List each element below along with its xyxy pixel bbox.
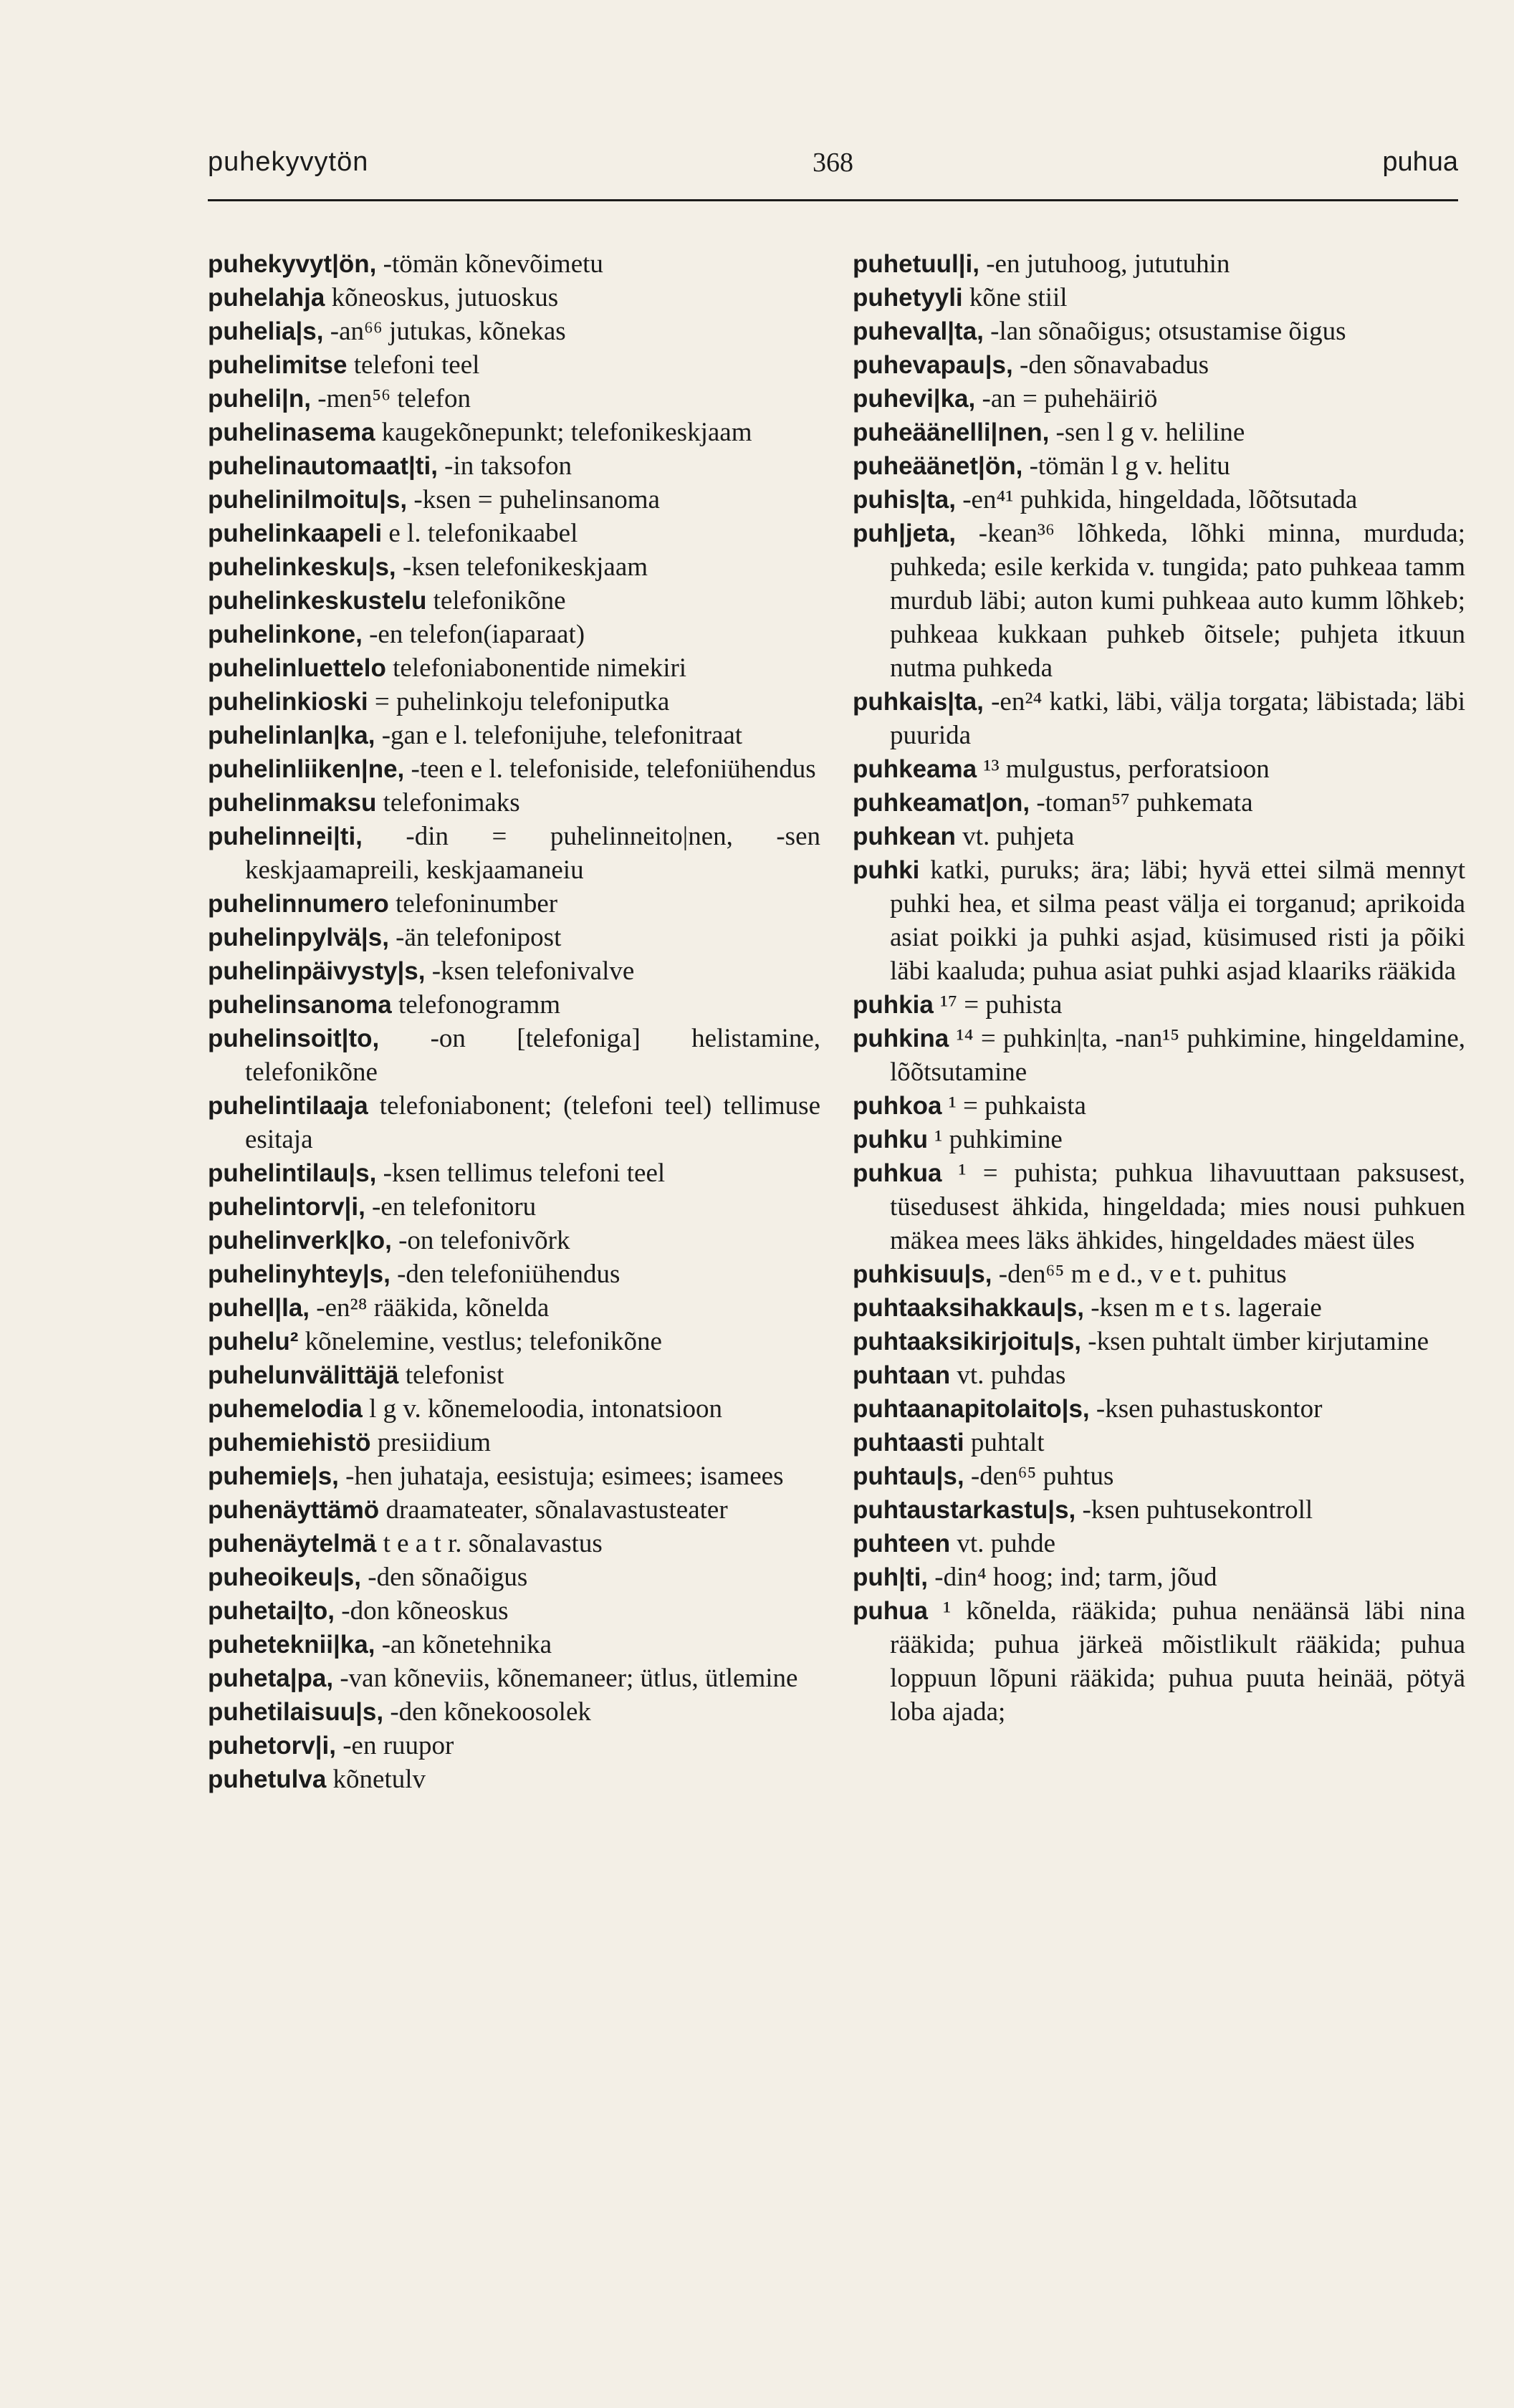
entry-headword: puhki [853, 856, 920, 884]
entry-headword: puhkean [853, 822, 956, 850]
entry-headword: puhkeamat|on, [853, 789, 1030, 817]
entry-definition: ¹⁴ = puhkin|ta, -nan¹⁵ puhkimine, hingeldamine, lõõtsutamine [890, 1024, 1465, 1087]
entry-headword: puhelinnei|ti, [208, 822, 363, 850]
entry-headword: puh|ti, [853, 1563, 929, 1591]
entry-headword: puhemie|s, [208, 1462, 339, 1490]
entry-definition: -teen e l. telefoniside, telefoniühendus [404, 754, 816, 784]
entry-definition: -den⁶⁵ m e d., v e t. puhitus [992, 1260, 1287, 1289]
dictionary-entry [208, 618, 820, 651]
dictionary-entry [208, 1022, 820, 1089]
entry-headword: puhkia [853, 991, 934, 1019]
entry-headword: puheli|n, [208, 385, 311, 413]
entry-headword: puheäänelli|nen, [853, 418, 1050, 446]
dictionary-entry [208, 786, 820, 820]
entry-definition: -toman⁵⁷ puhkemata [1030, 788, 1253, 817]
entry-definition: -den kõnekoosolek [383, 1697, 591, 1727]
dictionary-entry [853, 1123, 1465, 1156]
entry-headword: puhelinluettelo [208, 654, 386, 682]
entry-definition: -kean³⁶ lõhkeda, lõhki minna, murduda; puhkeda; esile kerkida v. tungida; pato puhkeaa tamm murdub läbi; auton kumi puhkeaa auto kumm lõhkeb; puhkeaa kukkaan puhkeb õitsele; puhjeta itkuun nutma puhkeda [890, 519, 1465, 683]
entry-headword: puhelinsanoma [208, 991, 392, 1019]
entry-definition: -gan e l. telefonijuhe, telefonitraat [375, 721, 743, 750]
entry-definition: ¹ = puhista; puhkua lihavuuttaan paksusest, tüsedusest ähkida, hingeldada; mies nousi puhkuen mäkea mees läks ähkides, hingeldades mäest üles [890, 1159, 1465, 1255]
entry-headword: puhelinpylvä|s, [208, 924, 389, 951]
dictionary-entry [208, 1358, 820, 1392]
entry-definition: -tömän l g v. helitu [1022, 451, 1230, 481]
entry-headword: puhelinverk|ko, [208, 1227, 392, 1255]
entry-definition: telefonimaks [376, 788, 520, 817]
entry-definition: -ksen puhtalt ümber kirjutamine [1081, 1327, 1429, 1356]
entry-headword: puhelinkone, [208, 620, 363, 648]
dictionary-entry [853, 1022, 1465, 1089]
entry-definition: -lan sõnaõigus; otsustamise õigus [983, 317, 1346, 346]
entry-headword: puhelinnumero [208, 890, 389, 918]
entry-definition: kõnelemine, vestlus; telefonikõne [298, 1327, 662, 1356]
entry-definition: ¹ kõnelda, rääkida; puhua nenäänsä läbi nina rääkida; puhua järkeä mõistlikult rääkida; puhua loppuun lõpuni rääkida; puhua puuta heinää, pötyä loba ajada; [890, 1596, 1465, 1727]
entry-definition: -ksen puhastuskontor [1089, 1394, 1323, 1424]
dictionary-entry [208, 1762, 820, 1796]
entry-headword: puhtaanapitolaito|s, [853, 1395, 1090, 1423]
entry-headword: puhelinsoit|to, [208, 1025, 380, 1052]
dictionary-entry [208, 416, 820, 449]
dictionary-entry [208, 247, 820, 281]
entry-headword: puhelinkaapeli [208, 519, 383, 547]
entry-definition: t e a t r. sõnalavastus [376, 1529, 603, 1558]
entry-headword: puhelinmaksu [208, 789, 377, 817]
dictionary-entry [853, 315, 1465, 348]
entry-headword: puhelinautomaat|ti, [208, 452, 438, 480]
entry-headword: puhelia|s, [208, 317, 324, 345]
entry-definition: vt. puhde [950, 1529, 1056, 1558]
entry-definition: -ksen telefonikeskjaam [396, 552, 648, 582]
dictionary-entry [208, 651, 820, 685]
dictionary-entry [208, 988, 820, 1022]
entry-headword: puhelinasema [208, 418, 375, 446]
dictionary-entry [208, 1729, 820, 1762]
entry-headword: puhelu² [208, 1328, 299, 1356]
entry-definition: vt. puhdas [950, 1361, 1066, 1390]
entry-definition: telefonikõne [426, 586, 566, 615]
entry-definition: telefonist [398, 1361, 504, 1390]
entry-definition: -an kõnetehnika [375, 1630, 552, 1659]
dictionary-entry [208, 1257, 820, 1291]
dictionary-entry [853, 517, 1465, 685]
entry-headword: puheoikeu|s, [208, 1563, 361, 1591]
entry-headword: puh|jeta, [853, 519, 956, 547]
dictionary-entry [853, 1358, 1465, 1392]
dictionary-entry [208, 1594, 820, 1628]
entry-definition: kaugekõnepunkt; telefonikeskjaam [375, 418, 752, 447]
dictionary-entry [208, 1190, 820, 1224]
dictionary-entry [208, 719, 820, 752]
dictionary-entry [208, 550, 820, 584]
entry-definition: -ksen m e t s. lageraie [1083, 1293, 1322, 1323]
dictionary-entry [853, 988, 1465, 1022]
entry-definition: -hen juhataja, eesistuja; esimees; isamees [338, 1462, 784, 1491]
entry-headword: puhemelodia [208, 1395, 363, 1423]
entry-definition: ¹⁷ = puhista [933, 990, 1063, 1020]
entry-headword: puhis|ta, [853, 486, 956, 514]
dictionary-entry [208, 517, 820, 550]
entry-definition: -don kõneoskus [335, 1596, 509, 1626]
entry-definition: -en²⁴ katki, läbi, välja torgata; läbistada; läbi puurida [890, 687, 1465, 750]
entry-definition: -en ruupor [335, 1731, 454, 1760]
entry-headword: puheval|ta, [853, 317, 984, 345]
entry-definition: -din = puhelinneito|nen, -sen keskjaamapreili, keskjaamaneiu [245, 822, 820, 885]
entry-definition: ¹ puhkimine [927, 1125, 1063, 1154]
dictionary-entry [853, 1560, 1465, 1594]
dictionary-entry [208, 1089, 820, 1156]
entry-headword: puhkeama [853, 755, 977, 783]
dictionary-entry [853, 1426, 1465, 1459]
dictionary-entry [853, 1257, 1465, 1291]
header-right-guideword: puhua [1382, 147, 1458, 177]
entry-headword: puhelunvälittäjä [208, 1361, 399, 1389]
entry-headword: puhetilaisuu|s, [208, 1698, 384, 1726]
entry-headword: puhelintilau|s, [208, 1159, 377, 1187]
entry-headword: puhenäyttämö [208, 1496, 380, 1524]
entry-headword: puhelinilmoitu|s, [208, 486, 408, 514]
dictionary-entry [208, 1493, 820, 1527]
dictionary-entry [208, 954, 820, 988]
entry-definition: -en telefonitoru [365, 1192, 537, 1222]
entry-definition: -den sõnaõigus [361, 1563, 528, 1592]
entry-definition: telefoniabonentide nimekiri [385, 653, 687, 683]
dictionary-entry [208, 1392, 820, 1426]
entry-headword: puhelinkeskustelu [208, 587, 427, 615]
dictionary-entry [853, 416, 1465, 449]
dictionary-entry [853, 1291, 1465, 1325]
entry-headword: puhtaan [853, 1361, 951, 1389]
entry-headword: puhtaaksihakkau|s, [853, 1294, 1084, 1322]
entry-headword: puhtaaksikirjoitu|s, [853, 1328, 1082, 1356]
dictionary-entry [853, 449, 1465, 483]
dictionary-entry [208, 348, 820, 382]
dictionary-entry [853, 247, 1465, 281]
entry-headword: puhetyyli [853, 284, 963, 312]
dictionary-entry [208, 1291, 820, 1325]
dictionary-entry [853, 1594, 1465, 1729]
entry-headword: puhevapau|s, [853, 351, 1013, 379]
header-left-guideword: puhekyvytön [208, 147, 369, 177]
entry-headword: puhelinkesku|s, [208, 553, 396, 581]
entry-definition: ¹³ mulgustus, perforatsioon [977, 754, 1270, 784]
entry-definition: -den telefoniühendus [390, 1260, 621, 1289]
entry-definition: vt. puhjeta [955, 822, 1075, 851]
dictionary-entry [853, 382, 1465, 416]
entry-headword: puhtaustarkastu|s, [853, 1496, 1076, 1524]
entry-headword: puhkisuu|s, [853, 1260, 992, 1288]
dictionary-entry [853, 1392, 1465, 1426]
entry-headword: puhku [853, 1126, 928, 1153]
dictionary-entry [208, 685, 820, 719]
dictionary-entry [853, 1459, 1465, 1493]
entry-definition: draamateater, sõnalavastusteater [379, 1495, 728, 1525]
dictionary-entry [853, 786, 1465, 820]
entry-definition: -en²⁸ rääkida, kõnelda [310, 1293, 550, 1323]
entry-headword: puhetai|to, [208, 1597, 335, 1625]
dictionary-entry [853, 853, 1465, 988]
entry-headword: puhevi|ka, [853, 385, 976, 413]
dictionary-entry [208, 281, 820, 315]
entry-definition: -än telefonipost [388, 923, 562, 952]
dictionary-entry [208, 382, 820, 416]
entry-headword: puhelintilaaja [208, 1092, 368, 1120]
dictionary-entry [853, 281, 1465, 315]
entry-headword: puhkais|ta, [853, 688, 984, 716]
entry-definition: ¹ = puhkaista [942, 1091, 1086, 1121]
entry-headword: puhel|la, [208, 1294, 310, 1322]
entry-headword: puhenäytelmä [208, 1530, 377, 1558]
entry-headword: puhelintorv|i, [208, 1193, 365, 1221]
entry-definition: kõnetulv [326, 1765, 426, 1794]
entry-headword: puhelinkioski [208, 688, 368, 716]
entry-definition: e l. telefonikaabel [382, 519, 578, 548]
dictionary-entry [853, 820, 1465, 853]
dictionary-entry [208, 1426, 820, 1459]
entry-definition: -den sõnavabadus [1012, 350, 1209, 380]
dictionary-entry [208, 483, 820, 517]
entry-definition: -men⁵⁶ telefon [310, 384, 471, 413]
entry-definition: katki, puruks; ära; läbi; hyvä ettei silmä mennyt puhki hea, et silma peast välja ei torganud; aprikoida asiat poikki ja puhki asjad, küsimused risti ja põiki läbi kaaluda; puhua asiat puhki asjad klaariks rääkida [890, 855, 1465, 986]
dictionary-entry [853, 752, 1465, 786]
entry-definition: -an = puhehäiriö [975, 384, 1158, 413]
entry-headword: puhelinlan|ka, [208, 721, 375, 749]
entry-definition: -in taksofon [437, 451, 572, 481]
entry-headword: puhkoa [853, 1092, 942, 1120]
entry-definition: -din⁴ hoog; ind; tarm, jõud [928, 1563, 1217, 1592]
dictionary-entry [853, 1493, 1465, 1527]
entry-headword: puhteen [853, 1530, 951, 1558]
dictionary-entry [208, 1224, 820, 1257]
dictionary-entry [208, 1560, 820, 1594]
entry-definition: -sen l g v. heliline [1049, 418, 1245, 447]
dictionary-entry [853, 1527, 1465, 1560]
dictionary-entry [208, 1527, 820, 1560]
dictionary-entry [208, 1661, 820, 1695]
entry-headword: puhua [853, 1597, 928, 1625]
entry-definition: telefoniabonent; (telefoni teel) tellimuse esitaja [245, 1091, 820, 1154]
entry-definition: = puhelinkoju telefoniputka [368, 687, 670, 716]
entry-definition: presiidium [370, 1428, 492, 1457]
entry-headword: puhelinliiken|ne, [208, 755, 405, 783]
entry-headword: puhemiehistö [208, 1429, 371, 1457]
entry-definition: -en jutuhoog, jututuhin [979, 249, 1230, 279]
entry-definition: kõneoskus, jutuoskus [325, 283, 559, 312]
entry-headword: puheteknii|ka, [208, 1631, 375, 1659]
entry-definition: -ksen telefonivalve [425, 956, 635, 986]
left-column [208, 247, 820, 1796]
dictionary-entry [853, 685, 1465, 752]
entry-definition: -ksen tellimus telefoni teel [376, 1159, 666, 1188]
dictionary-entry [208, 752, 820, 786]
entry-definition: telefoninumber [388, 889, 558, 918]
entry-headword: puhkina [853, 1025, 949, 1052]
dictionary-entry [208, 921, 820, 954]
entry-headword: puhelinyhtey|s, [208, 1260, 391, 1288]
dictionary-entry [853, 1156, 1465, 1257]
entry-definition: -on [telefoniga] helistamine, telefonikõne [245, 1024, 820, 1087]
entry-headword: puhetulva [208, 1765, 327, 1793]
header-rule [208, 199, 1458, 201]
dictionary-entry [208, 1325, 820, 1358]
dictionary-entry [853, 348, 1465, 382]
entry-headword: puhetorv|i, [208, 1732, 336, 1760]
entry-definition: -an⁶⁶ jutukas, kõnekas [323, 317, 566, 346]
dictionary-entry [853, 1325, 1465, 1358]
entry-headword: puhkua [853, 1159, 942, 1187]
entry-definition: -van kõneviis, kõnemaneer; ütlus, ütlemine [333, 1664, 798, 1693]
entry-definition: -ksen = puhelinsanoma [407, 485, 660, 514]
entry-headword: puhtaasti [853, 1429, 964, 1457]
entry-headword: puhelinpäivysty|s, [208, 957, 426, 985]
dictionary-entry [853, 483, 1465, 517]
entry-definition: puhtalt [964, 1428, 1045, 1457]
entry-definition: telefoni teel [347, 350, 480, 380]
dictionary-entry [208, 584, 820, 618]
entry-headword: puhtau|s, [853, 1462, 964, 1490]
entry-definition: -den⁶⁵ puhtus [964, 1462, 1114, 1491]
entry-definition: -ksen puhtusekontroll [1075, 1495, 1313, 1525]
dictionary-entry [208, 820, 820, 887]
entry-definition: -on telefonivõrk [391, 1226, 570, 1255]
dictionary-entry [208, 887, 820, 921]
entry-headword: puhekyvyt|ön, [208, 250, 377, 278]
dictionary-entry [208, 1156, 820, 1190]
dictionary-entry [208, 1695, 820, 1729]
entry-headword: puhelahja [208, 284, 325, 312]
entry-headword: puhetuul|i, [853, 250, 979, 278]
dictionary-entry [853, 1089, 1465, 1123]
page-header [208, 147, 1458, 190]
dictionary-entry [208, 315, 820, 348]
entry-definition: -tömän kõnevõimetu [376, 249, 603, 279]
entry-definition: -en telefon(iaparaat) [362, 620, 585, 649]
dictionary-entry [208, 1459, 820, 1493]
entry-definition: l g v. kõnemeloodia, intonatsioon [362, 1394, 723, 1424]
entry-headword: puheta|pa, [208, 1664, 334, 1692]
dictionary-entry [208, 1628, 820, 1661]
right-column [853, 247, 1465, 1729]
dictionary-entry [208, 449, 820, 483]
page-number: 368 [813, 148, 853, 178]
entry-definition: telefonogramm [391, 990, 560, 1020]
entry-definition: -en⁴¹ puhkida, hingeldada, lõõtsutada [955, 485, 1358, 514]
entry-definition: kõne stiil [962, 283, 1068, 312]
entry-headword: puheäänet|ön, [853, 452, 1023, 480]
entry-headword: puhelimitse [208, 351, 348, 379]
